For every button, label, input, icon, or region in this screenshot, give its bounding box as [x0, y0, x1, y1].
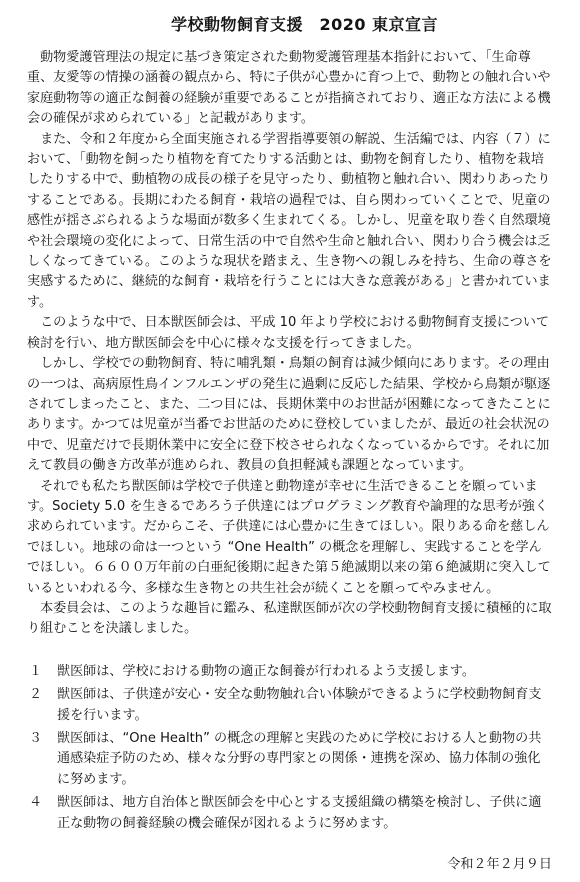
resolution-number: ４	[29, 795, 43, 811]
paragraph-curriculum: また、令和２年度から全面実施される学習指導要領の解説、生活編では、内容（７）において、「動物を飼ったり植物を育てたりする活動とは、動物を飼育したり、植物を栽培したりする中で、動植物の成長の様子を見守ったり、動植物と触れ合い、関わりあったりすることである。長期にわたる飼育・栽培の過程では、自ら関わっていくことで、児童の感性が揺さぶられるような場面が数多く生まれてくる。しかし、児童を取り巻く自然環境や社会環境の変化によって、日常生活の中で自然や生命と触れ合い、関わり合う機会は乏しくなってきている。このような現状を踏まえ、生き物への親しみを持ち、生命の尊さを実感するために、継続的な飼育・栽培を行うことには大きな意義がある」と書かれています。	[27, 131, 552, 310]
paragraph-decline: しかし、学校での動物飼育、特に哺乳類・鳥類の飼育は減少傾向にあります。その理由の一つは、高病原性鳥インフルエンザの発生に過剰に反応した結果、学校から鳥類が駆逐されてしまったこと、また、二つ目には、長期休業中のお世話が困難になってきたことにあります。かつては児童が当番でお世話のために登校していましたが、最近の社会状況の中で、児童だけで長期休業中に安全に登下校させられなくなっているからです。それに加えて教員の働き方改革が進められ、教員の負担軽減も課題となっています。	[27, 356, 551, 474]
paragraph-jvma-support: このような中で、日本獣医師会は、平成 10 年より学校における動物飼育支援について検討を行い、地方獣医師会を中心に様々な支援を行ってきました。	[27, 315, 550, 351]
resolution-text: 獣医師は、地方自治体と獣医師会を中心とする支援組織の構築を検討し、子供に適正な動物の飼養経験の機会確保が図れるように努めます。	[57, 795, 542, 831]
list-item	[27, 793, 552, 834]
resolution-text: 獣医師は、学校における動物の適正な飼養が行われるよう支援します。	[57, 663, 475, 679]
declaration-body	[27, 48, 552, 640]
paragraph-guideline: 動物愛護管理法の規定に基づき策定された動物愛護管理基本指針において、「生命尊重、友愛等の情操の涵養の観点から、特に子供が心豊かに育つ上で、動物との触れ合いや家庭動物等の適正な飼養の経験が重要であることが指摘されており、適正な方法による機会の確保が求められている」と記載があります。	[27, 50, 551, 127]
resolution-number: １	[29, 663, 43, 679]
paragraph-hopes: それでも私たち獣医師は学校で子供達と動物達が幸せに生活できることを願っています。Society 5.0 を生きるであろう子供達にはプログラミング教育や論理的な思考が強く求められています。だからこそ、子供達には心豊かに生きてほしい。限りある命を慈しんでほしい。地球の命は一つという “One Health” の概念を理解し、実践することを学んでほしい。６６００万年前の白亜紀後期に起きた第５絶滅期以来の第６絶滅期に突入しているといわれる今、多様な生き物との共生社会が続くことを願ってやみません。	[27, 478, 551, 596]
paragraph-resolution-intro: 本委員会は、このような趣旨に鑑み、私達獣医師が次の学校動物飼育支援に積極的に取り組むことを決議しました。	[27, 600, 552, 637]
resolution-text: 獣医師は、子供達が安心・安全な動物触れ合い体験ができるように学校動物飼育支援を行います。	[57, 687, 542, 723]
resolution-text: 獣医師は、“One Health” の概念の理解と実践のために学校における人と動物の共通感染症予防のため、様々な分野の専門家との関係・連携を深め、協力体制の強化に努めます。	[57, 731, 542, 787]
resolution-list	[27, 662, 552, 834]
document-title: 学校動物飼育支援 2020 東京宣言	[170, 15, 439, 34]
resolution-number: ３	[29, 731, 43, 746]
list-item	[27, 662, 552, 682]
declaration-date: 令和２年２月９日	[447, 857, 552, 872]
resolution-number: ２	[29, 687, 43, 703]
list-item	[27, 729, 552, 790]
list-item	[27, 685, 552, 726]
